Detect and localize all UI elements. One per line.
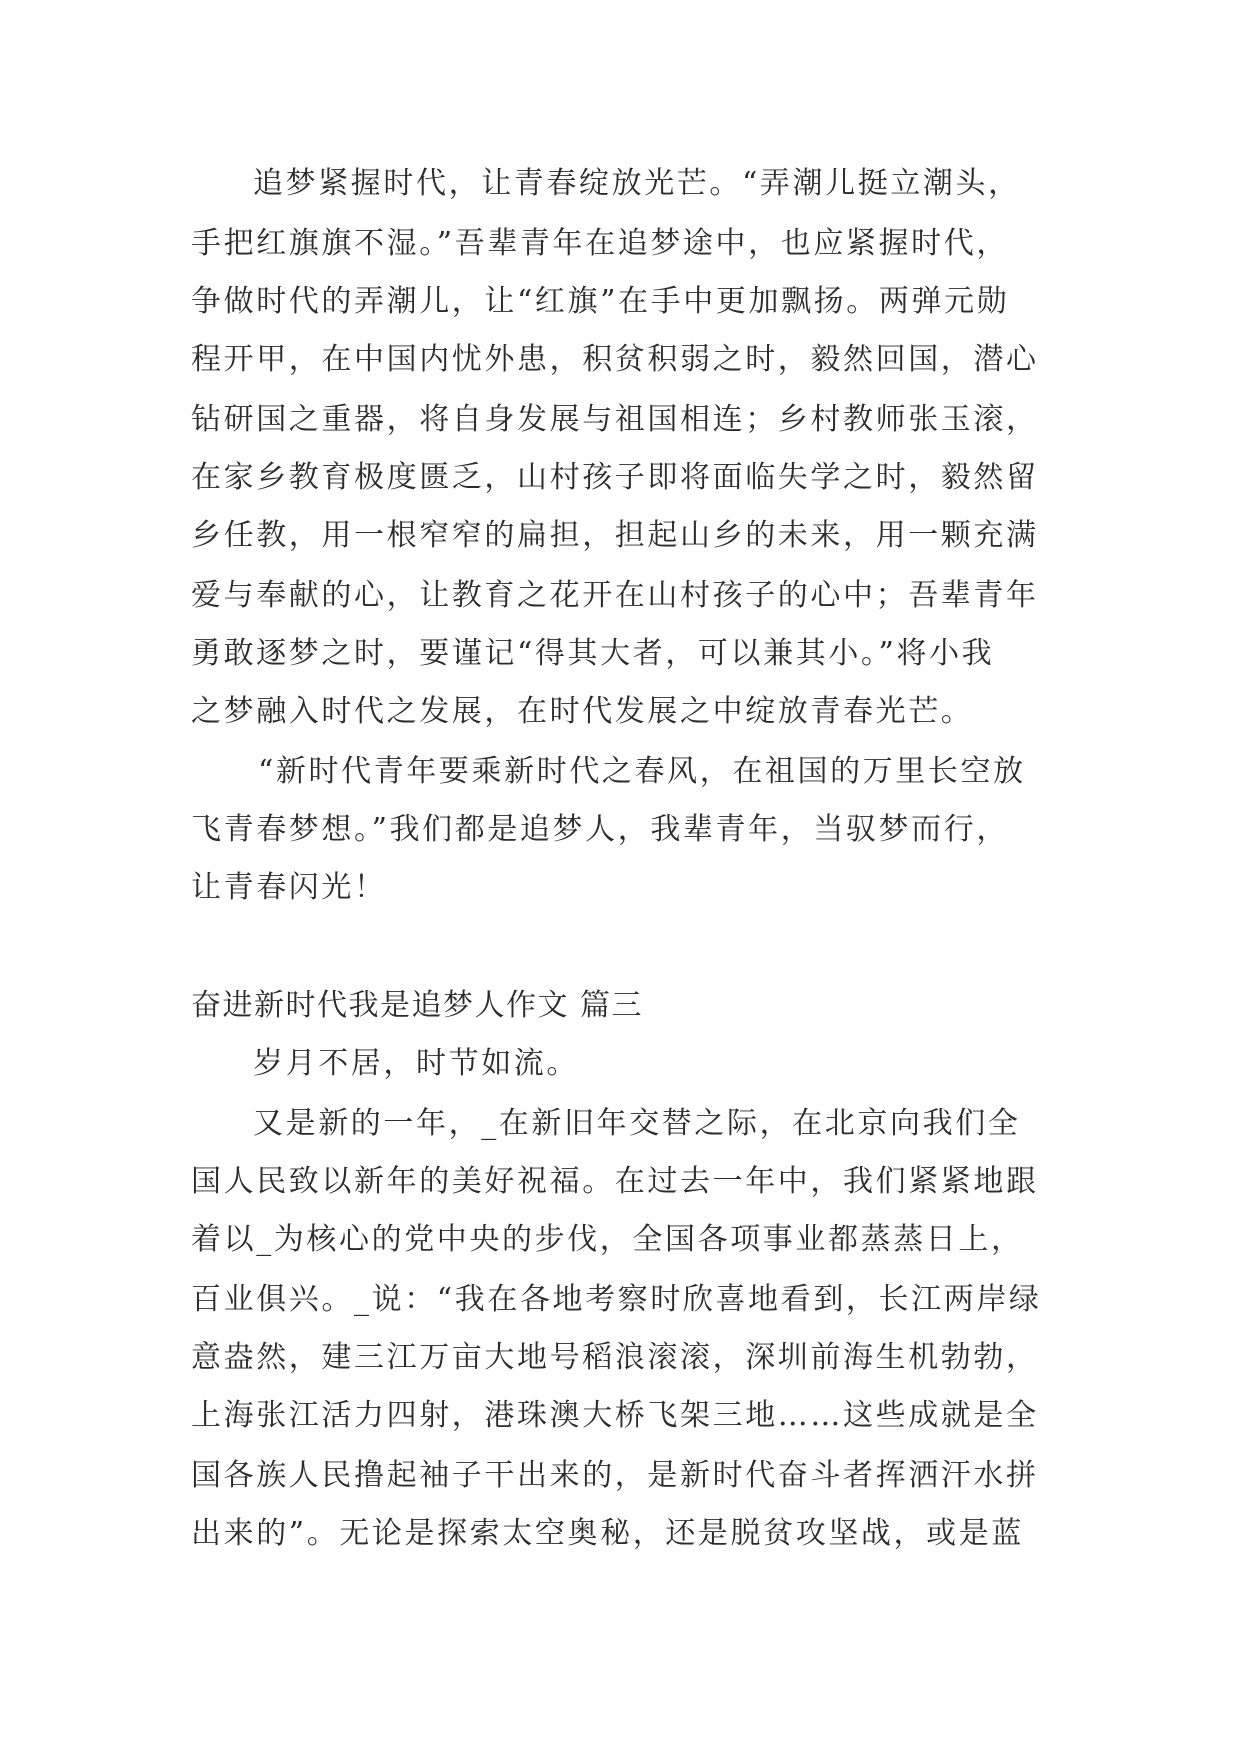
paragraph-line: 之梦融入时代之发展，在时代发展之中绽放青春光芒。 bbox=[191, 694, 974, 729]
paragraph-line: 钻研国之重器，将自身发展与祖国相连；乡村教师张玉滚， bbox=[191, 402, 1039, 437]
paragraph-line: 又是新的一年，_在新旧年交替之际，在北京向我们全 bbox=[253, 1106, 1021, 1141]
paragraph-line: 国人民致以新年的美好祝福。在过去一年中，我们紧紧地跟 bbox=[191, 1164, 1039, 1199]
paragraph-line: 追梦紧握时代，让青春绽放光芒。“弄潮儿挺立潮头， bbox=[253, 166, 1021, 201]
paragraph-line: 出来的”。无论是探索太空奥秘，还是脱贫攻坚战，或是蓝 bbox=[191, 1516, 1024, 1551]
paragraph-line: 让青春闪光！ bbox=[191, 870, 387, 905]
paragraph-line: 上海张江活力四射，港珠澳大桥飞架三地……这些成就是全 bbox=[191, 1398, 1039, 1433]
paragraph-line: 勇敢逐梦之时，要谨记“得其大者，可以兼其小。”将小我 bbox=[191, 636, 995, 671]
paragraph-line: 百业俱兴。_说：“我在各地考察时欣喜地看到，长江两岸绿 bbox=[191, 1282, 1042, 1317]
paragraph-line: 岁月不居，时节如流。 bbox=[253, 1046, 579, 1081]
paragraph-line: 着以_为核心的党中央的步伐，全国各项事业都蒸蒸日上， bbox=[191, 1222, 1024, 1257]
paragraph-line: “新时代青年要乘新时代之春风，在祖国的万里长空放 bbox=[258, 754, 1026, 789]
paragraph-line: 乡任教，用一根窄窄的扁担，担起山乡的未来，用一颗充满 bbox=[191, 518, 1039, 553]
paragraph-line: 手把红旗旗不湿。”吾辈青年在追梦途中，也应紧握时代， bbox=[191, 226, 1009, 261]
paragraph-line: 飞青春梦想。”我们都是追梦人，我辈青年，当驭梦而行， bbox=[191, 812, 1009, 847]
paragraph-line: 争做时代的弄潮儿，让“红旗”在手中更加飘扬。两弹元勋 bbox=[191, 284, 1010, 319]
paragraph-line: 在家乡教育极度匮乏，山村孩子即将面临失学之时，毅然留 bbox=[191, 460, 1039, 495]
paragraph-line: 程开甲，在中国内忧外患，积贫积弱之时，毅然回国，潜心 bbox=[191, 342, 1039, 377]
section-heading: 奋进新时代我是追梦人作文 篇三 bbox=[191, 988, 644, 1023]
paragraph-line: 意盎然，建三江万亩大地号稻浪滚滚，深圳前海生机勃勃， bbox=[191, 1340, 1039, 1375]
paragraph-line: 国各族人民撸起袖子干出来的，是新时代奋斗者挥洒汗水拼 bbox=[191, 1458, 1039, 1493]
paragraph-line: 爱与奉献的心，让教育之花开在山村孩子的心中；吾辈青年 bbox=[191, 578, 1039, 613]
